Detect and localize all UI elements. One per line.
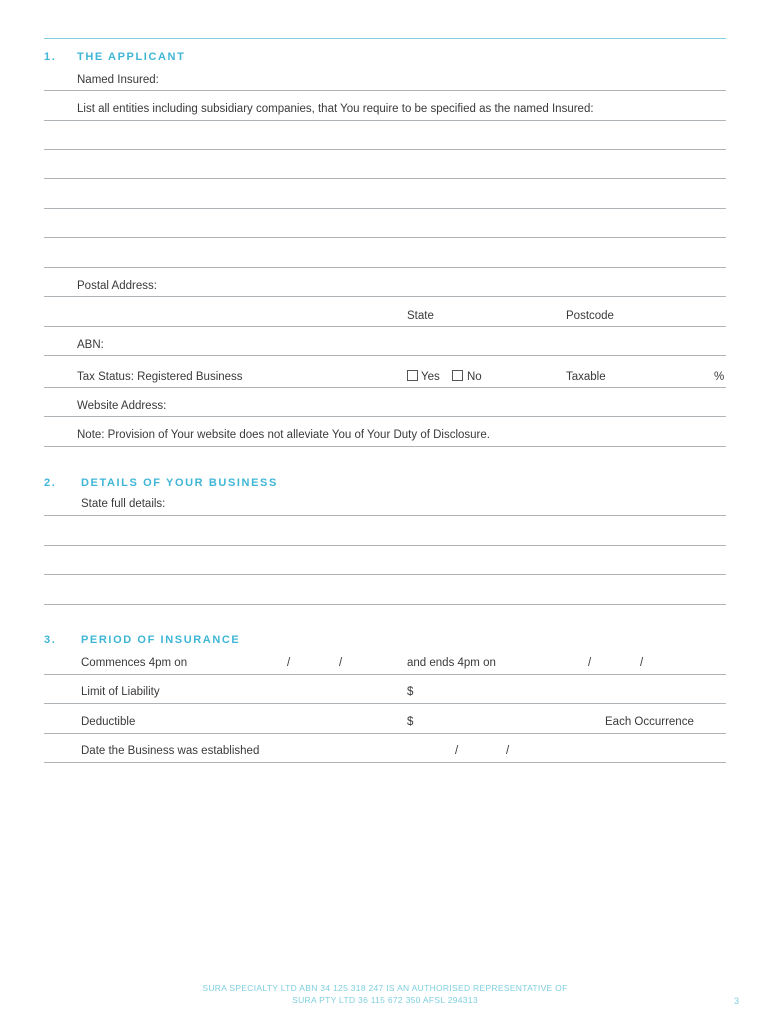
postal-address-line-2-field[interactable] <box>44 303 399 325</box>
divider <box>44 733 726 734</box>
entities-field-1[interactable] <box>44 126 726 148</box>
dollar-sign: $ <box>407 716 414 728</box>
disclosure-note: Note: Provision of Your website does not alleviate You of Your Duty of Disclosure. <box>77 429 490 441</box>
section-2-number: 2. <box>44 477 57 489</box>
state-full-details-label: State full details: <box>81 498 166 510</box>
commences-label: Commences 4pm on <box>81 657 188 669</box>
divider <box>44 574 726 575</box>
established-date-label: Date the Business was established <box>81 745 260 757</box>
section-1-title: THE APPLICANT <box>77 51 186 63</box>
section-1-number: 1. <box>44 51 57 63</box>
website-field[interactable] <box>175 394 725 416</box>
yes-checkbox[interactable] <box>407 370 418 381</box>
divider <box>44 762 726 763</box>
entities-field-3[interactable] <box>44 185 726 207</box>
date-slash: / <box>287 657 291 669</box>
divider <box>44 446 726 447</box>
postcode-field[interactable] <box>620 303 725 325</box>
postcode-label: Postcode <box>566 310 614 322</box>
divider <box>44 296 726 297</box>
named-insured-label: Named Insured: <box>77 74 159 86</box>
named-insured-field[interactable] <box>165 68 725 90</box>
business-details-field-4[interactable] <box>44 580 726 602</box>
entities-field-5[interactable] <box>44 244 726 266</box>
section-2-title: DETAILS OF YOUR BUSINESS <box>81 477 278 489</box>
limit-of-liability-label: Limit of Liability <box>81 686 160 698</box>
state-label: State <box>407 310 434 322</box>
section-3-number: 3. <box>44 634 57 646</box>
divider <box>44 416 726 417</box>
website-label: Website Address: <box>77 400 167 412</box>
established-month-field[interactable] <box>463 739 505 761</box>
divider <box>44 674 726 675</box>
date-slash: / <box>640 657 644 669</box>
commence-month-field[interactable] <box>295 651 337 673</box>
divider <box>44 90 726 91</box>
ends-label: and ends 4pm on <box>407 657 496 669</box>
limit-of-liability-field[interactable] <box>418 680 725 702</box>
established-day-field[interactable] <box>400 739 452 761</box>
business-details-field-2[interactable] <box>44 521 726 543</box>
percent-label: % <box>714 371 725 383</box>
footer-line-1: SURA SPECIALTY LTD ABN 34 125 318 247 IS AN AUTHORISED REPRESENTATIVE OF <box>202 983 568 993</box>
deductible-field[interactable] <box>418 710 598 732</box>
each-occurrence-label: Each Occurrence <box>605 716 694 728</box>
commence-year-field[interactable] <box>347 651 399 673</box>
divider <box>44 208 726 209</box>
divider <box>44 237 726 238</box>
divider <box>44 149 726 150</box>
business-details-field-1[interactable] <box>175 492 725 514</box>
date-slash: / <box>588 657 592 669</box>
deductible-label: Deductible <box>81 716 136 728</box>
date-slash: / <box>506 745 510 757</box>
dollar-sign: $ <box>407 686 414 698</box>
top-rule <box>44 38 726 39</box>
section-3-title: PERIOD OF INSURANCE <box>81 634 241 646</box>
date-slash: / <box>455 745 459 757</box>
divider <box>44 326 726 327</box>
postal-address-field[interactable] <box>165 274 725 296</box>
divider <box>44 355 726 356</box>
entities-field-2[interactable] <box>44 155 726 177</box>
yes-label: Yes <box>421 371 440 383</box>
end-month-field[interactable] <box>596 651 638 673</box>
divider <box>44 267 726 268</box>
footer-line-2: SURA PTY LTD 36 115 672 350 AFSL 294313 <box>292 995 478 1005</box>
state-field[interactable] <box>440 303 560 325</box>
end-year-field[interactable] <box>648 651 725 673</box>
list-entities-label: List all entities including subsidiary companies, that You require to be specified as the named Insured: <box>77 103 594 115</box>
commence-day-field[interactable] <box>200 651 285 673</box>
end-day-field[interactable] <box>505 651 587 673</box>
abn-label: ABN: <box>77 339 104 351</box>
postal-address-label: Postal Address: <box>77 280 157 292</box>
tax-status-label: Tax Status: Registered Business <box>77 371 243 383</box>
no-label: No <box>467 371 482 383</box>
entities-field-4[interactable] <box>44 214 726 236</box>
page-number: 3 <box>734 996 740 1006</box>
business-details-field-3[interactable] <box>44 551 726 573</box>
divider <box>44 545 726 546</box>
divider <box>44 178 726 179</box>
divider <box>44 120 726 121</box>
no-checkbox[interactable] <box>452 370 463 381</box>
taxable-label: Taxable <box>566 371 606 383</box>
divider <box>44 515 726 516</box>
date-slash: / <box>339 657 343 669</box>
established-year-field[interactable] <box>514 739 574 761</box>
taxable-percent-field[interactable] <box>615 364 710 386</box>
abn-field[interactable] <box>110 333 725 355</box>
divider <box>44 387 726 388</box>
divider <box>44 604 726 605</box>
divider <box>44 703 726 704</box>
